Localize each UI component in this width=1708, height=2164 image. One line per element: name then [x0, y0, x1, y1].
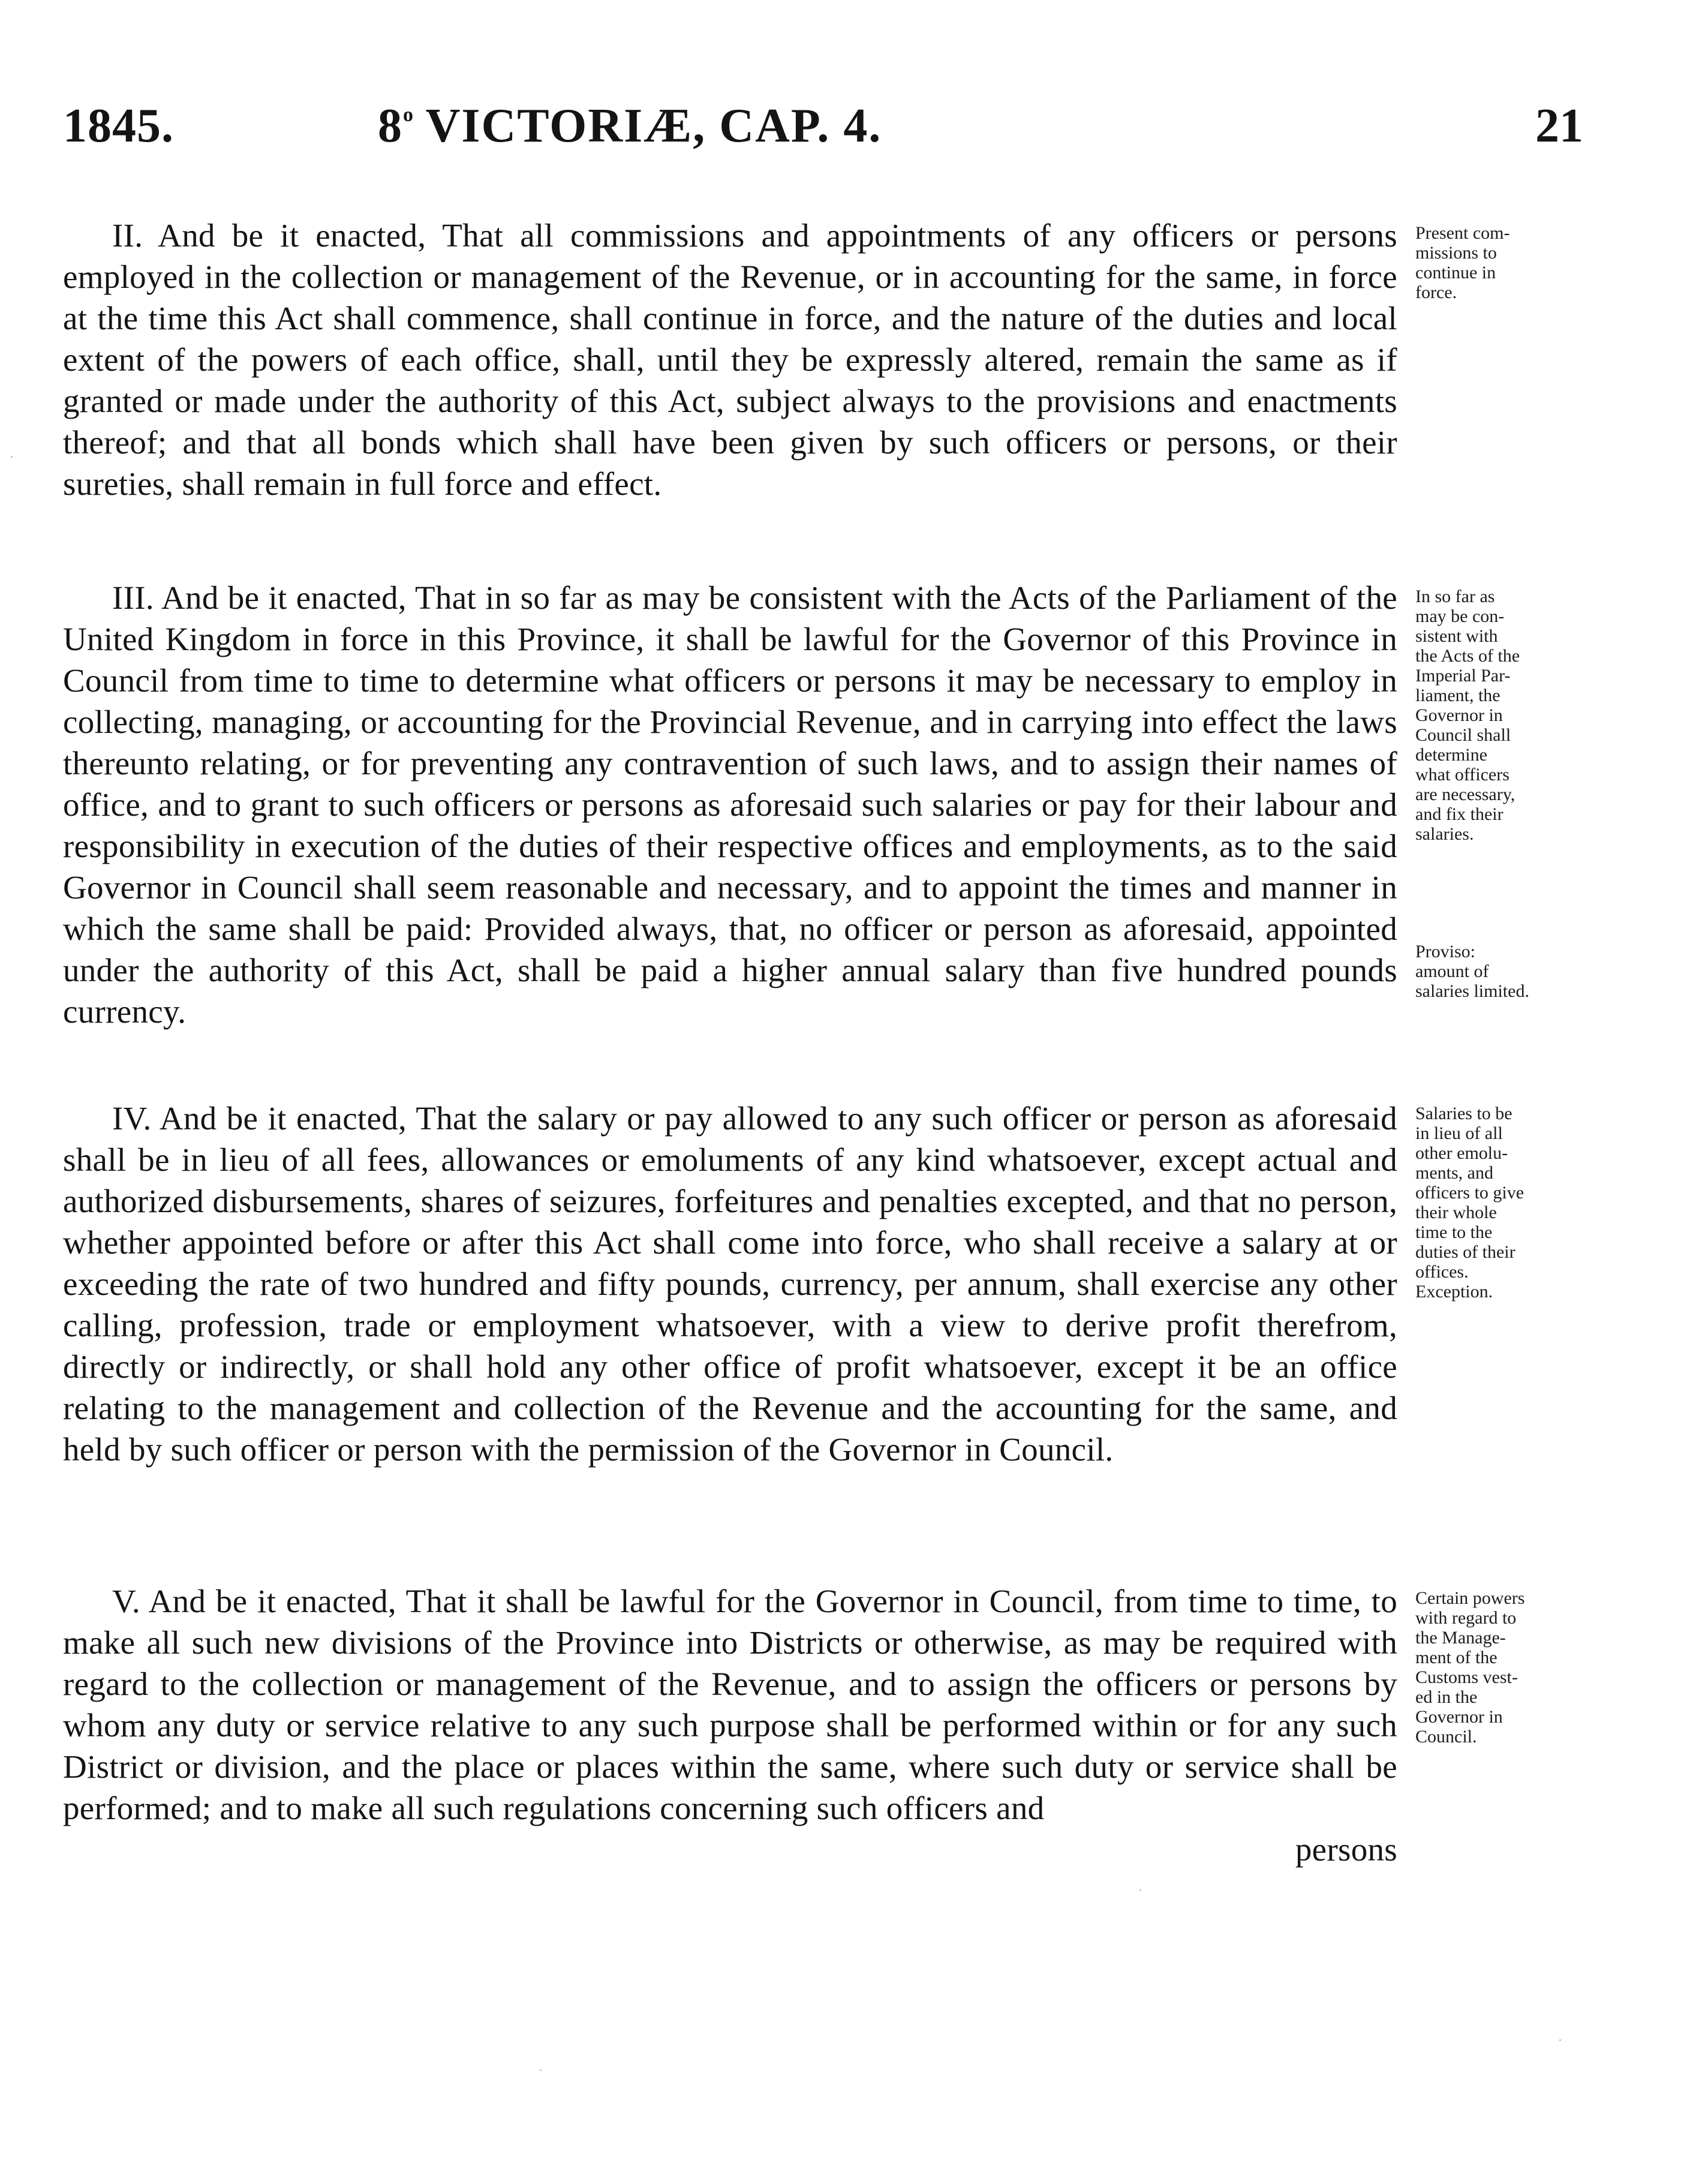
margin-note-line: Governor in [1415, 1707, 1503, 1727]
header-year: 1845. [63, 100, 174, 152]
margin-note-line: Present com- [1415, 223, 1510, 243]
scan-speck [11, 456, 13, 458]
margin-note-line: Exception. [1415, 1282, 1493, 1302]
margin-note-line: officers to give [1415, 1183, 1524, 1203]
margin-note-line: what officers [1415, 765, 1509, 785]
title-number: 8 [378, 100, 403, 152]
margin-note-line: ments, and [1415, 1163, 1493, 1183]
section-ii [63, 215, 1397, 504]
margin-note-line: salaries. [1415, 824, 1474, 844]
margin-note-certain-powers [1415, 1588, 1589, 1747]
header-title [378, 99, 882, 154]
margin-note-line: continue in [1415, 263, 1496, 282]
margin-note-line: Certain powers [1415, 1588, 1525, 1608]
section-iv [63, 1098, 1397, 1470]
margin-note-line: Salaries to be [1415, 1104, 1512, 1123]
title-superscript: o [403, 104, 413, 126]
margin-note-present-commissions [1415, 223, 1589, 302]
scan-speck [1559, 2039, 1561, 2041]
page-number: 21 [1535, 100, 1583, 152]
margin-note-line: amount of [1415, 961, 1489, 981]
section-v [63, 1580, 1397, 1870]
section-ii-text: II. And be it enacted, That all commissions and appointments of any officers or persons employed in the collection or management of the Revenue, or in accounting for the same, in force at the time this Act shall commence, shall continue in force, and the nature of the duties and local extent of the powers of each office, shall, until they be expressly altered, remain the same as if granted or made under the authority of this Act, subject always to the provisions and enactments thereof; and that all bonds which shall have been given by such officers or persons, or their sureties, shall remain in full force and effect. [63, 217, 1397, 502]
margin-note-proviso [1415, 942, 1589, 1001]
margin-note-line: the Acts of the [1415, 646, 1520, 666]
margin-note-line: time to the [1415, 1222, 1493, 1242]
margin-note-line: in lieu of all [1415, 1123, 1503, 1143]
margin-note-line: sistent with [1415, 626, 1498, 646]
section-iv-text: IV. And be it enacted, That the salary or pay allowed to any such officer or person as aforesaid shall be in lieu of all fees, allowances or emoluments of any kind whatsoever, except actual and authorized disbursements, shares of seizures, forfeitures and penalties excepted, and that no person, whether appointed before or after this Act shall come into force, who shall receive a salary at or exceeding the rate of two hundred and fifty pounds, currency, per annum, shall exercise any other calling, profession, trade or employment whatsoever, with a view to derive profit therefrom, directly or indirectly, or shall hold any other office of profit whatsoever, except it be an office relating to the management and collection of the Revenue and the accounting for the same, and held by such officer or person with the permission of the Governor in Council. [63, 1100, 1397, 1468]
margin-note-line: missions to [1415, 243, 1497, 263]
title-text: VICTORIÆ, CAP. 4. [425, 100, 882, 152]
margin-note-line: Governor in [1415, 705, 1503, 725]
margin-note-so-far-consistent [1415, 587, 1589, 844]
margin-note-line: Council shall [1415, 725, 1511, 745]
margin-note-line: Council. [1415, 1727, 1477, 1747]
margin-note-line: are necessary, [1415, 785, 1515, 804]
margin-note-line: other emolu- [1415, 1143, 1508, 1163]
section-iii-text: III. And be it enacted, That in so far as may be consistent with the Acts of the Parliament of the United Kingdom in force in this Province, it shall be lawful for the Governor of this Province in Council from time to time to determine what officers or persons it may be necessary to employ in collecting, managing, or accounting for the Provincial Revenue, and in carrying into effect the laws thereunto relating, or for preventing any contravention of such laws, and to assign their names of office, and to grant to such officers or persons as aforesaid such salaries or pay for their labour and responsibility in execution of the duties of their respective offices and employments, as to the said Governor in Council shall seem reasonable and necessary, and to appoint the times and manner in which the same shall be paid: Provided always, that, no officer or person as aforesaid, appointed under the authority of this Act, shall be paid a higher annual salary than five hundred pounds currency. [63, 579, 1397, 1030]
margin-note-line: and fix their [1415, 804, 1503, 824]
margin-note-line: Imperial Par- [1415, 666, 1511, 686]
margin-note-line: offices. [1415, 1262, 1469, 1282]
section-iii [63, 577, 1397, 1032]
margin-note-line: duties of their [1415, 1242, 1515, 1262]
scan-speck [1139, 1889, 1141, 1891]
margin-note-line: Proviso: [1415, 942, 1476, 961]
margin-note-line: force. [1415, 282, 1457, 302]
margin-note-salaries-in-lieu [1415, 1104, 1589, 1302]
margin-note-line: In so far as [1415, 587, 1495, 606]
section-v-text: V. And be it enacted, That it shall be lawful for the Governor in Council, from time to time, to make all such new divisions of the Province into Districts or otherwise, as may be required with regard to the collection or management of the Revenue, and to assign the officers or persons by whom any duty or service relative to any such purpose shall be performed within or for any such District or division, and the place or places within the same, where such duty or service shall be performed; and to make all such regulations concerning such officers and [63, 1583, 1397, 1826]
margin-note-line: salaries limited. [1415, 981, 1529, 1001]
margin-note-line: ed in the [1415, 1687, 1478, 1707]
catchword: persons [1295, 1831, 1397, 1868]
margin-note-line: their whole [1415, 1203, 1497, 1222]
scan-speck [540, 2069, 542, 2071]
page-header [63, 99, 1583, 165]
margin-note-line: may be con- [1415, 606, 1505, 626]
margin-note-line: Customs vest- [1415, 1667, 1518, 1687]
margin-note-line: determine [1415, 745, 1487, 765]
margin-note-line: ment of the [1415, 1648, 1497, 1667]
margin-note-line: liament, the [1415, 686, 1500, 705]
margin-note-line: with regard to [1415, 1608, 1517, 1628]
margin-note-line: the Manage- [1415, 1628, 1506, 1648]
